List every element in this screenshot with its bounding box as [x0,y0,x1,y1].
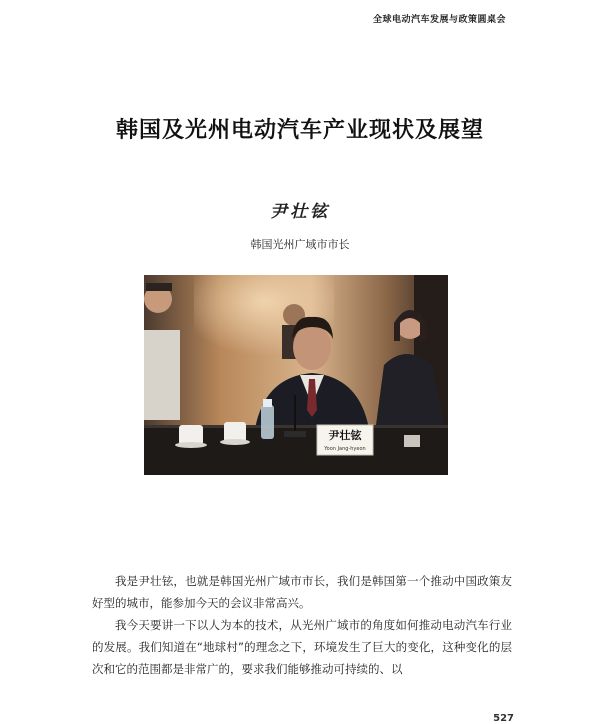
author-name: 尹壮铉 [270,202,330,222]
body-text [92,570,512,680]
author-affiliation: 韩国光州广域市市长 [250,238,350,251]
conference-photo-illustration [144,275,448,475]
nameplate-name: 尹壮铉 [328,429,362,442]
body-paragraph-2: 我今天要讲一下以人为本的技术，从光州广域市的角度如何推动电动汽车行业的发展。我们知道在“地球村”的理念之下，环境发生了巨大的变化，这种变化的层次和它的范围都是非常广的，要求我们能够推动可持续的、以 [92,618,512,676]
conference-photo [144,275,448,475]
nameplate-romanized: Yoon Jang-hyeon [324,446,366,452]
running-header: 全球电动汽车发展与政策圆桌会 [372,15,506,25]
page-number: 527 [493,713,514,724]
body-paragraph-1: 我是尹壮铉，也就是韩国光州广域市市长，我们是韩国第一个推动中国政策友好型的城市，能参加今天的会议非常高兴。 [92,574,512,610]
article-title: 韩国及光州电动汽车产业现状及展望 [115,118,484,143]
